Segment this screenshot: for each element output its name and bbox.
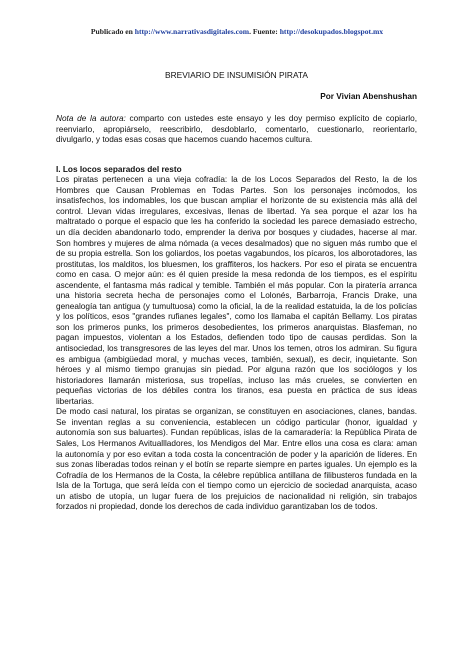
publication-header <box>0 27 474 36</box>
document-body <box>56 60 417 513</box>
paragraph-2: De modo casi natural, los piratas se organizan, se constituyen en asociaciones, clanes, bandas. Se inventan reglas a su conveniencia, establecen un código particular (honor, igualdad y autonomía son sus baluartes). Fundan repúblicas, islas de la camaradería: la República Pirata de Sales, Los Hermanos Avituallladores, los Mendigos del Mar. Entre ellos una cosa es clara: aman la autonomía y por eso evitan a toda costa la concentración de poder y la aparición de líderes. En sus zonas liberadas todos reinan y el botín se reparte siempre en partes iguales. Un ejemplo es la Cofradía de los Hermanos de la Costa, la célebre república antillana de filibusteros fundada en la Isla de la Tortuga, que será leída con el tiempo como un ejercicio de sociedad anarquista, acaso un atisbo de utopía, un lugar fuera de los prejuicios de nacionalidad ni religión, sin trabajos forzados ni propiedad, donde los derechos de cada individuo garantizaban los de todos. <box>56 407 417 512</box>
published-label: Publicado en <box>90 27 133 36</box>
published-link[interactable]: http://www.narrativasdigitales.com <box>134 27 250 36</box>
source-link[interactable]: http://desokupados.blogspot.mx <box>279 27 384 36</box>
author-note-text: comparto con ustedes este ensayo y les doy permiso explícito de copiarlo, reenviarlo, apropiárselo, reescribirlo, desdoblarlo, comentarlo, cuestionarlo, reorientarlo, divulgarlo, y todas esas cosas que hacemos cuando hacemos cultura. <box>56 114 417 145</box>
paragraph-1: Los piratas pertenecen a una vieja cofradía: la de los Locos Separados del Resto, la de los Hombres que Causan Problemas en Todas Partes. Son los personajes incómodos, los insatisfechos, los indomables, los que buscan ampliar el horizonte de su existencia más allá del control. Llevan vidas irregulares, excesivas, llenas de libertad. Ya sea porque el azar los ha maltratado o porque el espacio que les ha conferido la sociedad les parece demasiado estrecho, un día deciden abandonarlo todo, emprender la deriva por bosques y ciudades, hacerse al mar. Son hombres y mujeres de alma nómada (a veces desalmados) que no siguen más rumbo que el de su propia estrella. Son los goliardos, los poetas vagabundos, los pícaros, los alborotadores, las prostitutas, los malditos, los bluesmen, los graffiteros, los hackers. Por eso el pirata se encuentra como en casa. O mejor aún: es él quien preside la mesa redonda de los tiempos, es el espíritu ascendente, el fantasma más radical y temible. También el más popular. Con la piratería arranca una historia secreta hecha de personajes como el Lolonés, Barbarroja, Francis Drake, una genealogía tan antigua (y tumultuosa) como la oficial, la de la realidad estatuida, la de los policías y los políticos, esos "grandes rufianes legales", como los llamaba el capitán Bellamy. Los piratas son los primeros punks, los primeros desobedientes, los primeros anarquistas. Blasfeman, no pagan impuestos, violentan a los Estados, defienden todo tipo de causas perdidas. Son la antisociedad, los transgresores de las leyes del mar. Unos los temen, otros los admiran. Su figura es ambigua (ambigüedad moral, y muchas veces, también, sexual), es decir, inquietante. Son héroes y al mismo tiempo granujas sin piedad. Por alguna razón que los sociólogos y los historiadores llamarán misteriosa, sus tropelías, incluso las más crueles, se convierten en pequeñas victorias de los débiles contra los tiranos, esa puesta en práctica de sus ideas libertarias. <box>56 175 417 406</box>
document-title: BREVIARIO DE INSUMISIÓN PIRATA <box>164 70 308 80</box>
section-heading: I. Los locos separados del resto <box>56 164 182 174</box>
author-note <box>56 114 417 146</box>
document-author: Por Vivian Abenshushan <box>320 91 417 101</box>
source-label: . Fuente: <box>249 27 278 36</box>
author-note-label: Nota de la autora: <box>56 114 126 124</box>
